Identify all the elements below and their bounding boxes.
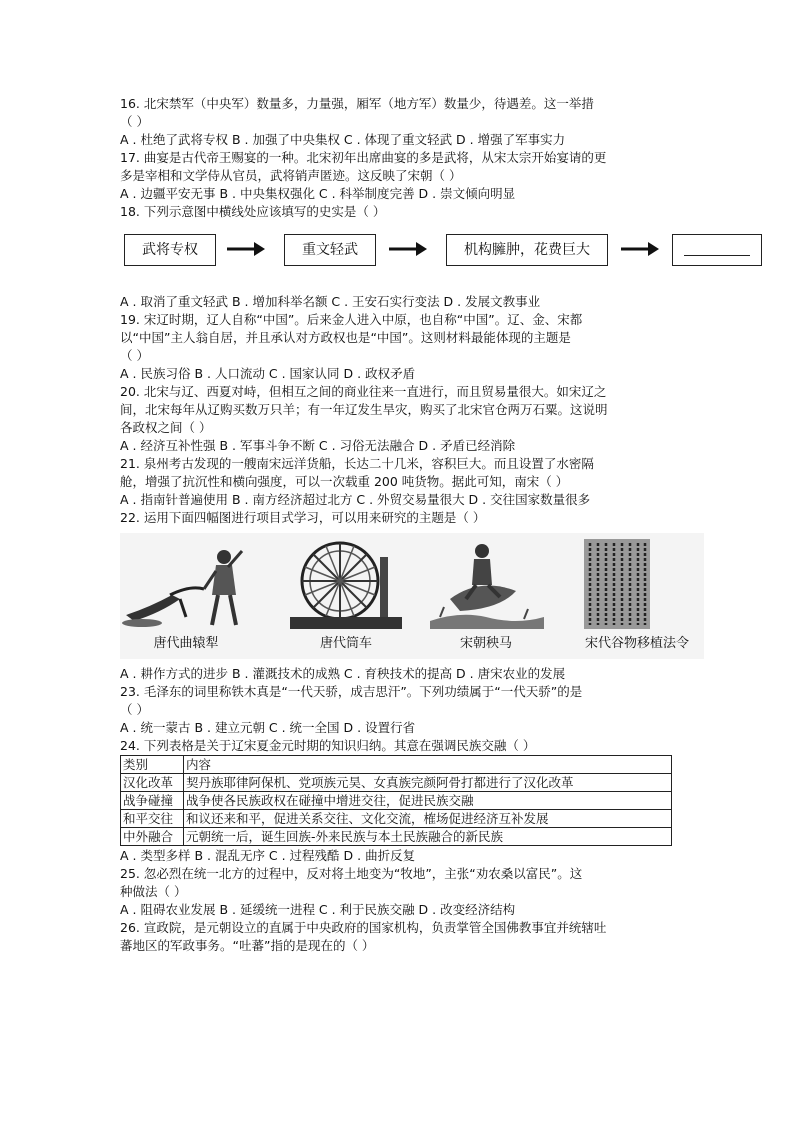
table-cell: 元朝统一后，诞生回族-外来民族与本土民族融合的新民族 — [184, 828, 672, 846]
table-row — [121, 810, 672, 828]
q19-options: A . 民族习俗 B . 人口流动 C . 国家认同 D . 政权矛盾 — [120, 366, 416, 381]
flow-box-2: 重文轻武 — [284, 234, 376, 266]
q26-stem-1: 26. 宣政院，是元朝设立的直属于中央政府的国家机构，负责掌管全国佛教事宜并统辖吐 — [120, 920, 607, 935]
ancient-text-icon — [570, 537, 704, 633]
q18-flow-diagram — [116, 226, 764, 282]
table-row — [121, 792, 672, 810]
table-header-cell: 内容 — [184, 756, 672, 774]
answer-blank-line — [684, 235, 750, 256]
caption-2: 唐代筒车 — [319, 636, 372, 651]
table-header-cell: 类别 — [121, 756, 184, 774]
q18-options: A . 取消了重文轻武 B . 增加科举名额 C . 王安石实行变法 D . 发展文教事业 — [120, 294, 541, 309]
q20-options: A . 经济互补性强 B . 军事斗争不断 C . 习俗无法融合 D . 矛盾已经消除 — [120, 438, 516, 453]
caption-1: 唐代曲辕犁 — [153, 636, 219, 651]
q26-stem-2: 蕃地区的军政事务。“吐蕃”指的是现在的（ ） — [120, 938, 375, 953]
q25-stem-2: 种做法（ ） — [120, 884, 187, 899]
q20-stem-1: 20. 北宋与辽、西夏对峙，但相互之间的商业往来一直进行，而且贸易量很大。如宋辽之 — [120, 384, 607, 399]
curved-plow-icon — [120, 537, 252, 633]
q19-stem-1: 19. 宋辽时期，辽人自称“中国”。后来金人进入中原，也自称“中国”。辽、金、宋都 — [120, 312, 583, 327]
q24-table — [120, 755, 672, 846]
q17-options: A . 边疆平安无事 B . 中央集权强化 C . 科举制度完善 D . 崇文倾向明显 — [120, 186, 516, 201]
table-row — [121, 774, 672, 792]
q23-stem: 23. 毛泽东的词里称铁木真是“一代天骄，成吉思汗”。下列功绩属于“一代天骄”的是 — [120, 684, 583, 699]
q25-stem-1: 25. 忽必烈在统一北方的过程中，反对将土地变为“牧地”，主张“劝农桑以富民”。这 — [120, 866, 583, 881]
q21-stem-2: 舱，增强了抗沉性和横向强度，可以一次载重 200 吨货物。据此可知，南宋（ ） — [120, 474, 569, 489]
q22-options: A . 耕作方式的进步 B . 灌溉技术的成熟 C . 育秧技术的提高 D . 唐宋农业的发展 — [120, 666, 566, 681]
q20-stem-2: 间，北宋每年从辽购买数万只羊；有一年辽发生旱灾，购买了北宋官仓两万石粟。这说明 — [120, 402, 608, 417]
decree-document-illustration — [570, 537, 704, 655]
table-cell: 和平交往 — [121, 810, 184, 828]
plow-illustration — [120, 537, 252, 655]
q17-stem-1: 17. 曲宴是古代帝王赐宴的一种。北宋初年出席曲宴的多是武将，从宋太宗开始宴请的更 — [120, 150, 607, 165]
q23-options: A . 统一蒙古 B . 建立元朝 C . 统一全国 D . 设置行省 — [120, 720, 416, 735]
table-cell: 战争使各民族政权在碰撞中增进交往，促进民族交融 — [184, 792, 672, 810]
q17-stem-2: 多是宰相和文学侍从官员，武将销声匿迹。这反映了宋朝（ ） — [120, 168, 462, 183]
table-cell: 和议还来和平，促进关系交往、文化交流，榷场促进经济互补发展 — [184, 810, 672, 828]
flow-box-1: 武将专权 — [124, 234, 216, 266]
q16-options: A . 杜绝了武将专权 B . 加强了中央集权 C . 体现了重文轻武 D . 增强了军事实力 — [120, 132, 566, 147]
waterwheel-illustration — [280, 537, 412, 655]
q22-image-strip — [120, 533, 704, 659]
q24-options: A . 类型多样 B . 混乱无序 C . 过程残酷 D . 曲折反复 — [120, 848, 416, 863]
arrow-right-icon — [620, 240, 660, 258]
exam-page — [120, 95, 689, 955]
flow-box-blank — [672, 234, 762, 266]
caption-4: 宋代谷物移植法令 — [584, 636, 689, 651]
seedling-horse-icon — [420, 537, 552, 633]
table-row — [121, 828, 672, 846]
q19-stem-2: 以“中国”主人翁自居，并且承认对方政权也是“中国”。这则材料最能体现的主题是 — [120, 330, 571, 345]
q21-options: A . 指南针普遍使用 B . 南方经济超过北方 C . 外贸交易量很大 D . 交往国家数量很多 — [120, 492, 591, 507]
q20-stem-3: 各政权之间（ ） — [120, 420, 212, 435]
q16-stem: 16. 北宋禁军（中央军）数量多，力量强，厢军（地方军）数量少，待遇差。这一举措 — [120, 96, 594, 111]
q23-paren: （ ） — [120, 702, 149, 717]
q21-stem-1: 21. 泉州考古发现的一艘南宋远洋货船，长达二十几米，容积巨大。而且设置了水密隔 — [120, 456, 594, 471]
arrow-right-icon — [226, 240, 266, 258]
table-row — [121, 756, 672, 774]
table-cell: 战争碰撞 — [121, 792, 184, 810]
table-cell: 契丹族耶律阿保机、党项族元昊、女真族完颜阿骨打都进行了汉化改革 — [184, 774, 672, 792]
q24-stem: 24. 下列表格是关于辽宋夏金元时期的知识归纳。其意在强调民族交融（ ） — [120, 738, 536, 753]
flow-box-3: 机构臃肿，花费巨大 — [446, 234, 608, 266]
caption-3: 宋朝秧马 — [459, 636, 512, 651]
waterwheel-icon — [280, 537, 412, 633]
q16-paren: （ ） — [120, 114, 149, 129]
q19-paren: （ ） — [120, 348, 149, 363]
q18-stem: 18. 下列示意图中横线处应该填写的史实是（ ） — [120, 204, 386, 219]
table-cell: 汉化改革 — [121, 774, 184, 792]
arrow-right-icon — [388, 240, 428, 258]
q22-stem: 22. 运用下面四幅图进行项目式学习，可以用来研究的主题是（ ） — [120, 510, 486, 525]
q25-options: A . 阻碍农业发展 B . 延缓统一进程 C . 利于民族交融 D . 改变经济结构 — [120, 902, 516, 917]
table-cell: 中外融合 — [121, 828, 184, 846]
rice-seedling-horse-illustration — [420, 537, 552, 655]
